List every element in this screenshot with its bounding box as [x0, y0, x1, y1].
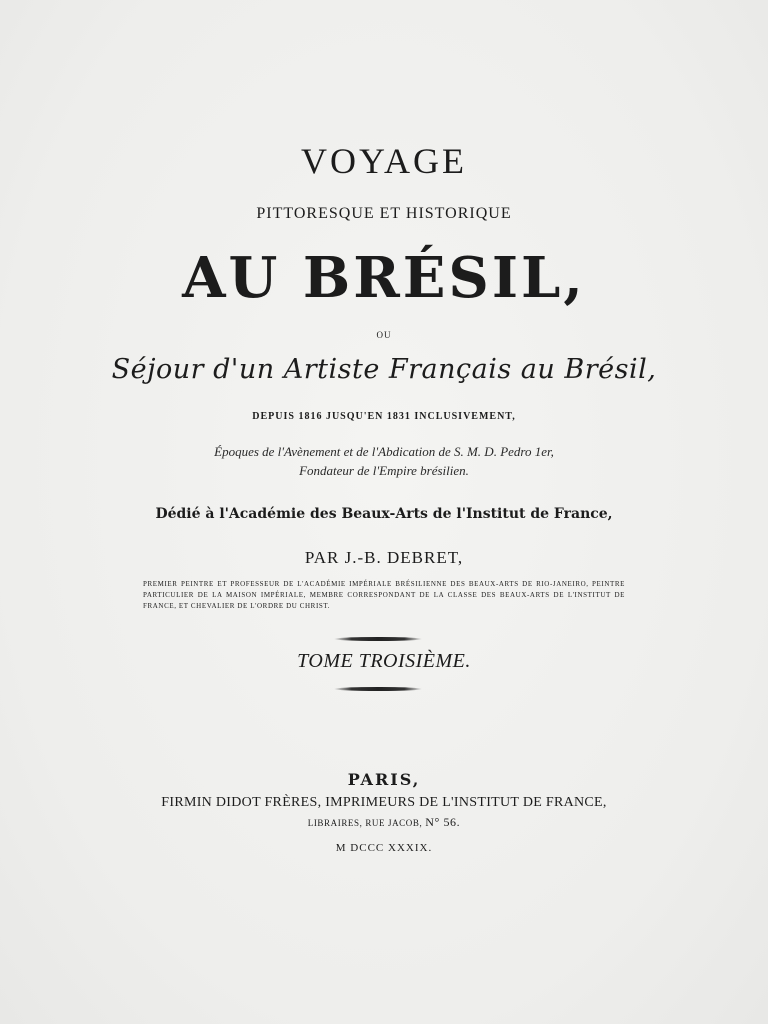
author-credentials: PREMIER PEINTRE ET PROFESSEUR DE L'ACADÉMIE IMPÉRIALE BRÉSILIENNE DES BEAUX-ARTS DE RIO-JANEIRO, PEINTRE PARTICULIER DE LA MAISON IMPÉRIALE, MEMBRE CORRESPONDANT DE LA CLASSE DES BEAUX-ARTS DE L'INSTITUT DE FRANCE, ET CHEVALIER DE L'ORDRE DU CHRIST. — [143, 580, 625, 610]
main-title: AU BRÉSIL, — [182, 245, 586, 311]
period-line: DEPUIS 1816 JUSQU'EN 1831 INCLUSIVEMENT, — [252, 411, 516, 422]
epoch-line-1: Époques de l'Avènement et de l'Abdication de S. M. D. Pedro 1er, — [214, 444, 554, 459]
publication-year: M DCCC XXXIX. — [335, 842, 433, 854]
publisher-address — [0, 815, 768, 830]
book-title: VOYAGE — [301, 141, 467, 181]
volume-label: TOME TROISIÈME. — [297, 650, 471, 672]
publisher: FIRMIN DIDOT FRÈRES, IMPRIMEURS DE L'INSTITUT DE FRANCE, — [161, 795, 607, 810]
top-ornamental-rule — [334, 637, 422, 641]
dedication: Dédié à l'Académie des Beaux-Arts de l'Institut de France, — [155, 506, 613, 522]
address-number: N° 56. — [425, 815, 461, 829]
bottom-ornamental-rule — [334, 687, 422, 691]
address-text: LIBRAIRES, RUE JACOB, — [307, 818, 426, 828]
conjunction: OU — [376, 330, 392, 340]
alternate-title: Séjour d'un Artiste Français au Brésil, — [111, 354, 657, 385]
author: PAR J.-B. DEBRET, — [304, 548, 464, 567]
epoch-line-2: Fondateur de l'Empire brésilien. — [299, 463, 469, 478]
book-subtitle: PITTORESQUE ET HISTORIQUE — [256, 205, 512, 222]
imprint-city: PARIS, — [347, 770, 421, 789]
